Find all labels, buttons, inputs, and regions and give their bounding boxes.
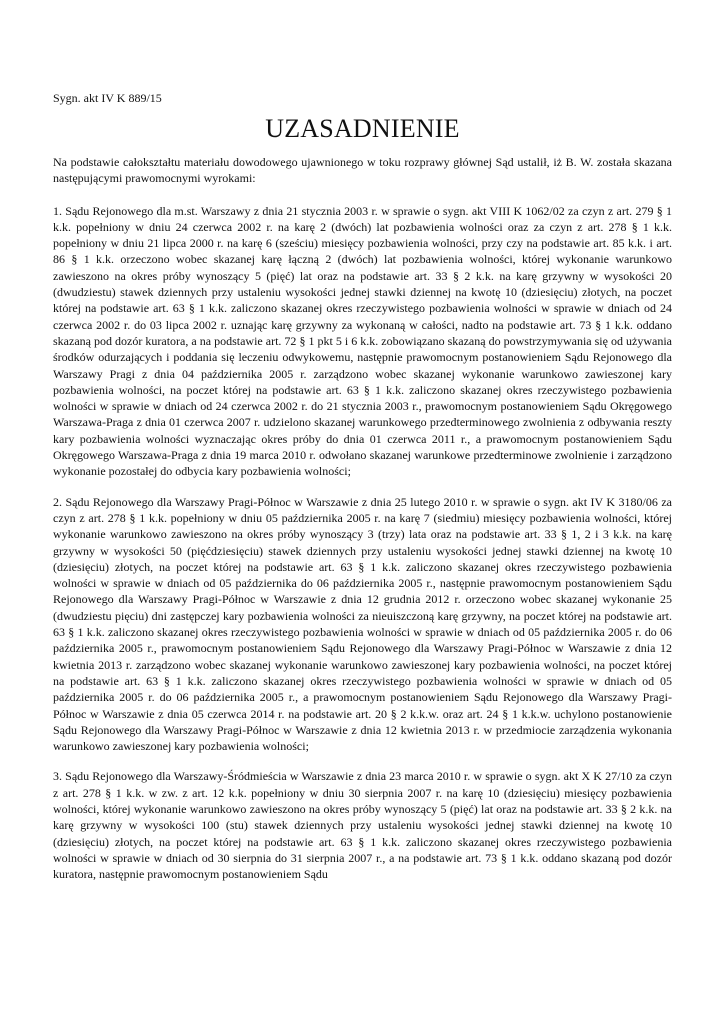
document-title: UZASADNIENIE	[265, 114, 460, 143]
document-page	[53, 90, 672, 896]
conviction-paragraph-1: 1. Sądu Rejonowego dla m.st. Warszawy z dnia 21 stycznia 2003 r. w sprawie o sygn. akt VIII K 1062/02 za czyn z art. 279 § 1 k.k. popełniony w dniu 24 czerwca 2002 r. na karę 2 (dwóch) lat pozbawienia wolności oraz za czyn z art. 278 § 1 k.k. popełniony w dniu 21 lipca 2000 r. na karę 6 (sześciu) miesięcy pozbawienia wolności, przy czy na podstawie art. 85 k.k. i art. 86 § 1 k.k. orzeczono wobec skazanej karę łączną 2 (dwóch) lat pozbawienia wolności, której wykonanie warunkowo zawieszono na okres próby wynoszący 5 (pięć) lat oraz na podstawie art. 33 § 2 k.k. na karę grzywny w wysokości 20 (dwudziestu) stawek dziennych przy ustaleniu wysokości jednej stawki dziennej na kwotę 10 (dziesięciu) złotych, na poczet której na podstawie art. 63 § 1 k.k. zaliczono skazanej okres rzeczywistego pozbawienia wolności w sprawie w dniach od 24 czerwca 2002 r. do 03 lipca 2002 r. uznając karę grzywny za wykonaną w całości, nadto na podstawie art. 73 § 1 k.k. oddano skazaną pod dozór kuratora, a na podstawie art. 72 § 1 pkt 5 i 6 k.k. zobowiązano skazaną do powstrzymywania się od używania środków odurzających i poddania się leczeniu odwykowemu, następnie prawomocnym postanowieniem Sądu Rejonowego dla Warszawy Pragi z dnia 04 października 2005 r. zarządzono wobec skazanej wykonanie warunkowo zawieszonej kary pozbawienia wolności, na poczet której na podstawie art. 63 § 1 k.k. zaliczono skazanej okres rzeczywistego pozbawienia wolności w sprawie w dniach od 24 czerwca 2002 r. do 21 stycznia 2003 r., prawomocnym postanowieniem Sądu Okręgowego Warszawa-Praga z dnia 01 czerwca 2007 r. udzielono skazanej warunkowego przedterminowego zwolnienia z odbywania reszty kary pozbawienia wolności wyznaczając okres próby do dnia 01 czerwca 2011 r., a prawomocnym postanowieniem Sądu Okręgowego Warszawa-Praga z dnia 19 marca 2010 r. odwołano skazanej warunkowe przedterminowe zwolnienie i zarządzono wykonanie pozostałej do odbycia kary pozbawienia wolności;	[53, 203, 672, 479]
conviction-paragraph-2: 2. Sądu Rejonowego dla Warszawy Pragi-Północ w Warszawie z dnia 25 lutego 2010 r. w sprawie o sygn. akt IV K 3180/06 za czyn z art. 278 § 1 k.k. popełniony w dniu 05 października 2005 r. na karę 7 (siedmiu) miesięcy pozbawienia wolności, której wykonanie warunkowo zawieszono na okres próby wynoszący 3 (trzy) lata oraz na podstawie art. 33 § 1, 2 i 3 k.k. na karę grzywny w wysokości 50 (pięćdziesięciu) stawek dziennych przy ustaleniu wysokości jednej stawki dziennej na kwotę 10 (dziesięciu) złotych, na poczet której na podstawie art. 63 § 1 k.k. zaliczono skazanej okres rzeczywistego pozbawienia wolności w sprawie w dniach od 05 października do 06 października 2005 r., następnie prawomocnym postanowieniem Sądu Rejonowego dla Warszawy Pragi-Północ w Warszawie z dnia 12 grudnia 2012 r. orzeczono wobec skazanej wykonanie 25 (dwudziestu pięciu) dni zastępczej kary pozbawienia wolności za nieuiszczoną karę grzywny, na poczet której na podstawie art. 63 § 1 k.k. zaliczono skazanej okres rzeczywistego pozbawienia wolności w sprawie w dniach od 05 października 2005 r. do 06 października 2005 r., prawomocnym postanowieniem Sądu Rejonowego dla Warszawy Pragi-Północ w Warszawie z dnia 12 kwietnia 2013 r. zarządzono wobec skazanej wykonanie warunkowo zawieszonej kary pozbawienia wolności, na poczet której na podstawie art. 63 § 1 k.k. zaliczono skazanej okres rzeczywistego pozbawienia wolności w sprawie w dniach od 05 października 2005 r. do 06 października 2005 r., a prawomocnym postanowieniem Sądu Rejonowego dla Warszawy Pragi-Północ w Warszawie z dnia 05 czerwca 2014 r. na podstawie art. 20 § 2 k.k.w. oraz art. 24 § 1 k.k.w. uchylono postanowienie Sądu Rejonowego dla Warszawy Pragi-Północ w Warszawie z dnia 12 kwietnia 2013 r. w przedmiocie zarządzenia wykonania warunkowo zawieszonej kary pozbawienia wolności;	[53, 494, 672, 754]
case-number: Sygn. akt IV K 889/15	[53, 91, 162, 105]
intro-paragraph: Na podstawie całokształtu materiału dowodowego ujawnionego w toku rozprawy głównej Sąd ustalił, iż B. W. została skazana następującymi prawomocnymi wyrokami:	[53, 155, 672, 186]
conviction-paragraph-3: 3. Sądu Rejonowego dla Warszawy-Śródmieścia w Warszawie z dnia 23 marca 2010 r. w sprawie o sygn. akt X K 27/10 za czyn z art. 278 § 1 k.k. w zw. z art. 12 k.k. popełniony w dniu 30 sierpnia 2007 r. na karę 10 (dziesięciu) miesięcy pozbawienia wolności, której wykonanie warunkowo zawieszono na okres próby wynoszący 5 (pięć) lat oraz na podstawie art. 33 § 2 k.k. na karę grzywny w wysokości 100 (stu) stawek dziennych przy ustaleniu wysokości jednej stawki dziennej na kwotę 10 (dziesięciu) złotych, na poczet której na podstawie art. 63 § 1 k.k. zaliczono skazanej okres rzeczywistego pozbawienia wolności w sprawie w dniach od 30 sierpnia do 31 sierpnia 2007 r., a na podstawie art. 73 § 1 k.k. oddano skazaną pod dozór kuratora, następnie prawomocnym postanowieniem Sądu	[53, 769, 672, 882]
